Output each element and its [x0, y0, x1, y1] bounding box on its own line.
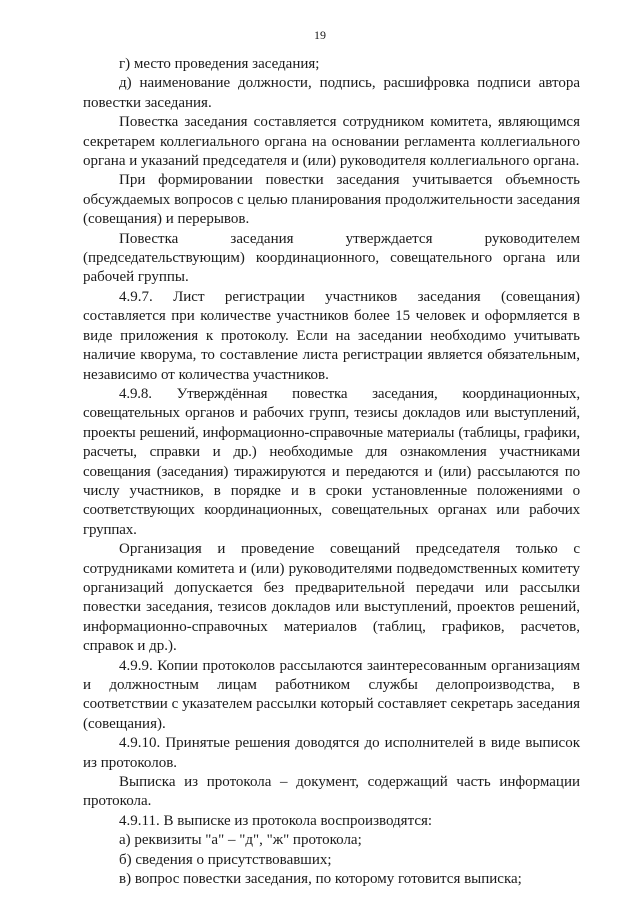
paragraph: в) вопрос повестки заседания, по которому готовится выписка;: [119, 871, 522, 888]
paragraph: 4.9.8. Утверждённая повестка заседания, координационных, совещательных органов и рабочих групп, тезисы докладов или выступлений, проекты решений, информационно-справочные материалы (таблицы, графики, расчеты, справки и др.) необходимые для ознакомления участниками совещания (заседания) тиражируются и передаются и (или) рассылаются по числу участников, в порядке и в сроки установленные положениями о соответствующих координационных, совещательных органах или рабочих группах.: [83, 385, 580, 538]
document-body: [83, 55, 580, 889]
paragraph: г) место проведения заседания;: [119, 56, 320, 72]
paragraph: а) реквизиты "а" – "д", "ж" протокола;: [119, 832, 362, 849]
paragraph: д) наименование должности, подпись, расшифровка подписи автора повестки заседания.: [83, 75, 580, 111]
paragraph: Выписка из протокола – документ, содержащий часть информации протокола.: [83, 774, 580, 810]
paragraph: 4.9.7. Лист регистрации участников заседания (совещания) составляется при количестве участников более 15 человек и оформляется в виде приложения к протоколу. Если на заседании необходимо учитывать наличие кворума, то составление листа регистрации является обязательным, независимо от количества участников.: [83, 288, 580, 383]
paragraph: Повестка заседания составляется сотрудником комитета, являющимся секретарем коллегиального органа на основании регламента коллегиального органа и указаний председателя и (или) руководителя коллегиального органа.: [83, 114, 580, 170]
paragraph: 4.9.11. В выписке из протокола воспроизводятся:: [119, 812, 433, 829]
paragraph: Организация и проведение совещаний председателя только с сотрудниками комитета и (или) руководителями подведомственных комитету организаций допускается без предварительной передачи или рассылки повестки заседания, тезисов докладов или выступлений, проектов решений, информационно-справочных материалов (таблиц, графиков, расчетов, справок и др.).: [83, 541, 580, 655]
paragraph: 4.9.10. Принятые решения доводятся до исполнителей в виде выписок из протоколов.: [83, 735, 580, 771]
paragraph: Повестка заседания утверждается руководителем (председательствующим) координационного, совещательного органа или рабочей группы.: [83, 230, 580, 286]
paragraph: При формировании повестки заседания учитывается объемность обсуждаемых вопросов с целью планирования продолжительности заседания (совещания) и перерывов.: [83, 172, 580, 228]
paragraph: 4.9.9. Копии протоколов рассылаются заинтересованным организациям и должностным лицам работником службы делопроизводства, в соответствии с указателем рассылки который составляет секретарь заседания (совещания).: [83, 657, 580, 732]
paragraph: б) сведения о присутствовавших;: [119, 851, 332, 868]
page-number: 19: [314, 28, 326, 42]
